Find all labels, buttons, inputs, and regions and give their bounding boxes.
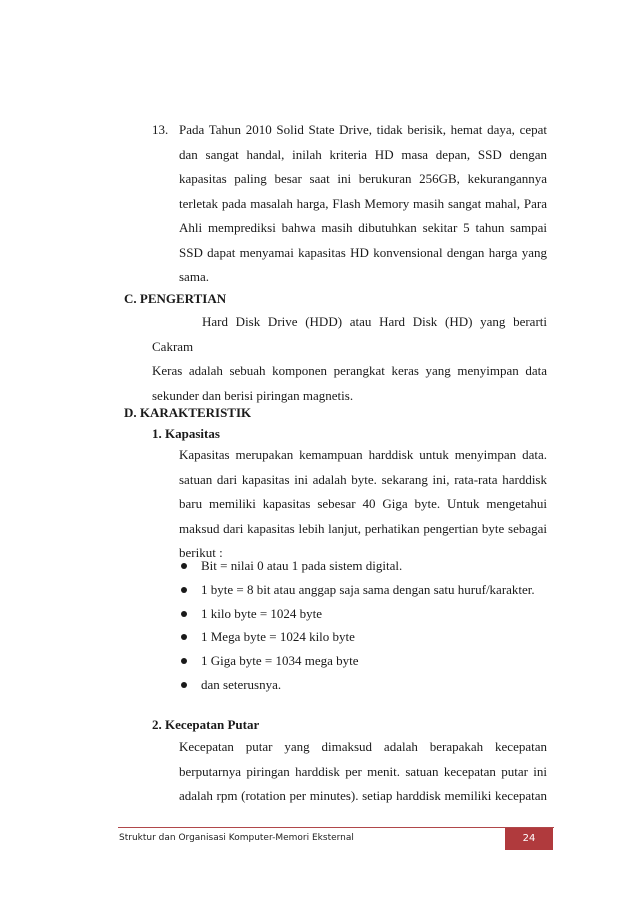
list-item: [179, 602, 547, 626]
subsection-title-kecepatan-putar: 2. Kecepatan Putar: [152, 717, 260, 732]
paragraph-line: Kecepatan putar yang dimaksud adalah berapakah kecepatan: [179, 739, 547, 754]
list-item: [179, 554, 547, 578]
subsection-body-kapasitas: [179, 443, 547, 566]
bullet-icon: [181, 658, 187, 664]
paragraph-line: adalah rpm (rotation per minutes). setiap harddisk memiliki kecepatan: [179, 788, 547, 803]
bullet-icon: [181, 634, 187, 640]
section-heading-karakteristik: D. KARAKTERISTIK: [124, 405, 252, 420]
list-item: [179, 673, 547, 697]
bullet-text: 1 kilo byte = 1024 byte: [201, 605, 323, 621]
list-item-body: [179, 118, 547, 290]
paragraph-line: Pada Tahun 2010 Solid State Drive, tidak berisik, hemat daya, cepat: [179, 122, 547, 137]
paragraph-line: terletak pada masalah harga, Flash Memory masih sangat mahal, Para: [179, 195, 547, 211]
paragraph-line: sama.: [179, 269, 209, 284]
bullet-text: 1 Mega byte = 1024 kilo byte: [201, 629, 355, 645]
bullet-icon: [181, 682, 187, 688]
page-number-badge: 24: [505, 828, 553, 850]
list-number: 13.: [152, 122, 169, 137]
paragraph-line: Kapasitas merupakan kemampuan harddisk untuk menyimpan data.: [179, 447, 547, 462]
paragraph-line: Keras adalah sebuah komponen perangkat keras yang menyimpan data: [152, 363, 547, 378]
subsection-body-kecepatan-putar: [179, 735, 547, 809]
bullet-text: 1 Giga byte = 1034 mega byte: [201, 653, 359, 669]
bullet-icon: [181, 611, 187, 617]
section-body-pengertian: [152, 310, 547, 408]
paragraph-line: maksud dari kapasitas lebih lanjut, perhatikan pengertian byte sebagai: [179, 520, 547, 536]
bullet-icon: [181, 587, 187, 593]
section-heading-pengertian: C. PENGERTIAN: [124, 291, 227, 306]
paragraph-line: satuan dari kapasitas ini adalah byte. sekarang ini, rata-rata harddisk: [179, 471, 547, 487]
paragraph-line: dan sangat handal, inilah kriteria HD masa depan, SSD dengan: [179, 146, 547, 162]
paragraph-line: baru memiliki kapasitas sebesar 40 Giga byte. Untuk mengetahui: [179, 496, 547, 511]
paragraph-line: berikut :: [179, 545, 223, 560]
subsection-title-kapasitas: 1. Kapasitas: [152, 426, 220, 441]
list-item: [179, 578, 547, 602]
list-item: [179, 625, 547, 649]
footer-divider: [118, 827, 554, 828]
paragraph-line: sekunder dan berisi piringan magnetis.: [152, 387, 354, 403]
paragraph-line: Ahli memprediksi bahwa masih dibutuhkan sekitar 5 tahun sampai: [179, 220, 547, 235]
bullet-text: 1 byte = 8 bit atau anggap saja sama dengan satu huruf/karakter.: [201, 581, 535, 597]
bullet-list: [179, 554, 547, 697]
paragraph-line: Hard Disk Drive (HDD) atau Hard Disk (HD) yang berarti Cakram: [152, 314, 547, 354]
list-item: [179, 649, 547, 673]
paragraph-line: kapasitas paling besar saat ini berukuran 256GB, kekurangannya: [179, 171, 547, 186]
bullet-text: dan seterusnya.: [201, 676, 282, 692]
footer-title: Struktur dan Organisasi Komputer-Memori Eksternal: [119, 833, 354, 843]
list-item-13: [152, 118, 547, 290]
bullet-icon: [181, 563, 187, 569]
paragraph-line: SSD dapat menyamai kapasitas HD konvensional dengan harga yang: [179, 244, 547, 260]
paragraph-line: berputarnya piringan harddisk per menit. satuan kecepatan putar ini: [179, 763, 547, 779]
bullet-text: Bit = nilai 0 atau 1 pada sistem digital.: [201, 558, 403, 573]
